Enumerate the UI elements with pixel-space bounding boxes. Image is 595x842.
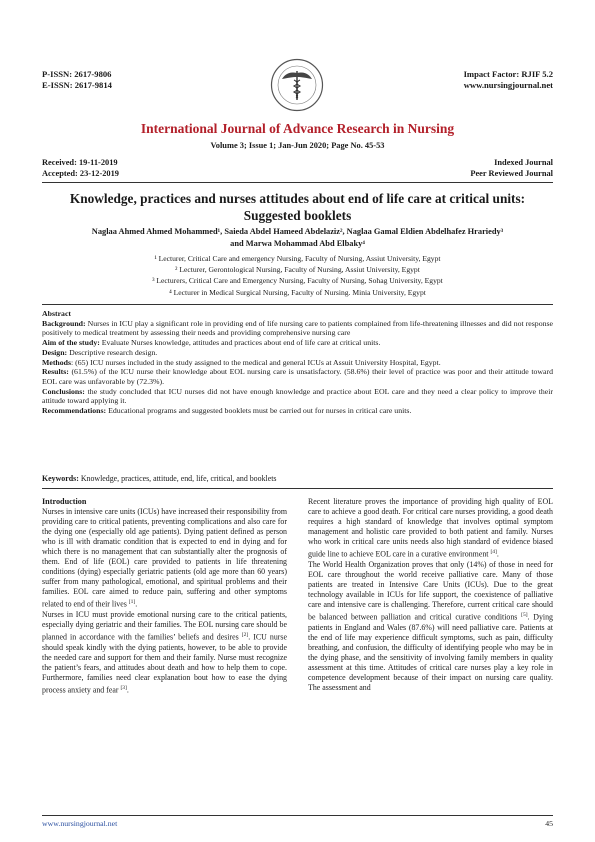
authors-line-1: Naglaa Ahmed Ahmed Mohammed¹, Saieda Abdel Hameed Abdelaziz², Naglaa Gamal Eldien Abdelhafez Hrariedy³ xyxy=(91,227,504,236)
abstract-design: Design: Descriptive research design. xyxy=(42,347,158,357)
keywords-line xyxy=(42,474,553,483)
abstract-methods: Methods: (65) ICU nurses included in the study assigned to the medical and general ICUs at Assuit University Hospital, Egypt. xyxy=(42,357,441,367)
affiliation-4: ⁴ Lecturer in Medical Surgical Nursing, Faculty of Nursing. Minia University, Egypt xyxy=(169,287,426,297)
affiliation-3: ³ Lecturers, Critical Care and Emergency Nursing, Faculty of Nursing, Sohag University, Egypt xyxy=(152,276,443,286)
abstract-aim: Aim of the study: Evaluate Nurses knowledge, attitudes and practices about end of life care at critical units. xyxy=(42,338,381,348)
peer-reviewed-label: Peer Reviewed Journal xyxy=(470,169,553,178)
authors-line-2: and Marwa Mohammad Abd Elbaky⁴ xyxy=(230,238,365,248)
journal-website: www.nursingjournal.net xyxy=(463,80,553,90)
journal-seal-logo xyxy=(270,58,324,112)
intro-paragraph-4: The World Health Organization proves that only (14%) of those in need for EOL care throughout the world receive palliative care. Many of those patients are treated in Intensive Care Units (ICUs). Due to the great technology available in ICUs for life support, the coexistence of palliative care and intensive care is challenging. Therefore, current critical care should be balanced between palliation and critical curative conditions [5]. Dying patients in England and Wales (87.6%) will need palliative care. Patients at the end of life may experience difficult symptoms, such as pain, difficulty breathing, and confusion, the difficulty of identifying people who may be in the dying phase, and the sensitivity of involving family members in quality assessment at this time. Attitudes of critical care nurses play a key role in competence development because of their impact on nursing care quality. The assessment and xyxy=(308,559,553,693)
accepted-date: Accepted: 23-12-2019 xyxy=(42,169,119,178)
citation-ref: [5] xyxy=(521,612,528,619)
citation-ref: [1] xyxy=(128,599,136,606)
keywords-label: Keywords: xyxy=(42,474,79,483)
abstract-bottom-divider xyxy=(42,488,553,489)
affiliations xyxy=(42,253,553,298)
body-column-left xyxy=(42,497,287,696)
affiliation-1: ¹ Lecturer, Critical Care and emergency Nursing, Faculty of Nursing, Assiut University, Egypt xyxy=(154,254,441,263)
citation-ref: [2] xyxy=(241,632,249,639)
intro-paragraph-3: Recent literature proves the importance of providing high quality of EOL care to achieve a good death. For critical care nurses providing, a good death requires a high standard of knowledge that involves optimal symptom management and holistic care provided to both patient and family. Nurses who work in critical care units needs also high standard of evidence biased guide line to achieve EOL care in a curative environment [4]. xyxy=(308,497,553,559)
indexed-label: Indexed Journal xyxy=(494,158,553,167)
abstract-block xyxy=(42,309,553,416)
body-column-right xyxy=(308,497,553,693)
impact-block xyxy=(464,69,553,91)
abstract-heading: Abstract xyxy=(42,309,72,318)
article-title: Knowledge, practices and nurses attitudes about end of life care at critical units: Suggested booklets xyxy=(69,191,526,223)
journal-status xyxy=(470,157,553,179)
received-date: Received: 19-11-2019 xyxy=(42,158,118,167)
submission-dates xyxy=(42,157,119,179)
issn-block xyxy=(42,69,112,91)
author-list xyxy=(42,226,553,249)
header-divider xyxy=(42,182,553,183)
abstract-background: Background: Nurses in ICU play a significant role in providing end of life nursing care to patients complained from life-threatening illnesses and did not response positively to medical treatment by assessing their needs and providing comprehensive nursing care xyxy=(42,318,553,338)
abstract-results: Results: (61.5%) of the ICU nurse their knowledge about EOL nursing care is unsatisfactory. (58.6%) their level of practice was poor and their attitude toward EOL care was unfavorable by (72.3%). xyxy=(42,367,553,386)
keywords-text: Knowledge, practices, attitude, end, life, critical, and booklets xyxy=(80,474,277,483)
introduction-heading: Introduction xyxy=(42,497,87,506)
footer-website-link[interactable]: www.nursingjournal.net xyxy=(42,819,118,828)
page-number: 45 xyxy=(545,819,553,828)
volume-issue: Volume 3; Issue 1; Jan-Jun 2020; Page No. 45-53 xyxy=(210,141,385,150)
abstract-conclusions: Conclusions: the study concluded that ICU nurses did not have enough knowledge and practice about EOL care and they need a clear policy to improve their attitude toward applying it. xyxy=(42,386,553,406)
citation-ref: [4] xyxy=(490,549,497,556)
abstract-recommendations: Recommendations: Educational programs and suggested booklets must be carried out for nurses in critical care units. xyxy=(42,406,412,416)
impact-factor: Impact Factor: RJIF 5.2 xyxy=(463,69,553,79)
intro-paragraph-1: Nurses in intensive care units (ICUs) have increased their responsibility from providing care to critical patients, preventing complications and also care for the dying one (especially old age patients). Dying patient defined as person who is ill with dramatic condition that is expected to end in dying and for which there is no management that can substantially alter the prognosis of them. End of life (EOL) care provided to patients in life threatening conditions (dying) especially geriatric patients (old age more than 60 years) suffer from many pathological, emotional, and spiritual problems and their families. EOL care aimed to reduce pain, suffering and other symptoms related to end of their lives [1]. xyxy=(42,507,287,610)
electronic-issn: E-ISSN: 2617-9814 xyxy=(42,80,112,90)
journal-name: International Journal of Advance Research in Nursing xyxy=(140,121,455,136)
citation-ref: [3] xyxy=(120,685,127,692)
print-issn: P-ISSN: 2617-9806 xyxy=(42,69,112,79)
affiliation-2: ² Lecturer, Gerontological Nursing, Faculty of Nursing, Assiut University, Egypt xyxy=(175,265,420,275)
abstract-top-divider xyxy=(42,304,553,305)
footer-divider xyxy=(42,815,553,816)
intro-paragraph-2: Nurses in ICU must provide emotional nursing care to the critical patients, especially dying geriatric and their families. The EOL nursing care should be planned in accordance with the families’ beliefs and desires [2]. ICU nurse should speak kindly with the dying patients, however, to be able to provide the needed care and support for them and their family. Nurse must recognize the patient’s fears, and attitudes about death and how to help them to cope. Furthermore, families need clear explanation bout how to ease the dying process anxiety and fear [3]. xyxy=(42,610,287,695)
